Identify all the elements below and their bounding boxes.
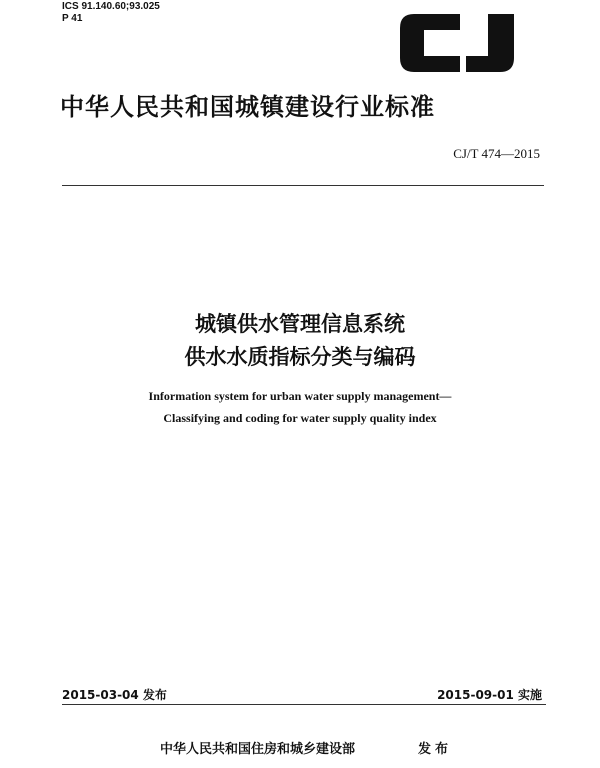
- logo-letter-j: [466, 14, 514, 72]
- standard-number: CJ/T 474—2015: [453, 146, 540, 161]
- footer-divider: [62, 704, 546, 705]
- header-divider: [62, 185, 544, 186]
- logo-letter-c: [400, 14, 460, 72]
- publisher-action: 发布: [418, 742, 453, 757]
- ics-code: ICS 91.140.60;93.025: [62, 1, 160, 12]
- publisher-name: 中华人民共和国住房和城乡建设部: [160, 742, 356, 757]
- issue-date: 2015-03-04 发布: [62, 688, 167, 702]
- title-cn-line2: 供水水质指标分类与编码: [184, 345, 416, 369]
- ccs-code: P 41: [62, 13, 83, 24]
- title-en-line1: Information system for urban water supply management—: [148, 389, 452, 403]
- title-en-line2: Classifying and coding for water supply quality index: [163, 411, 437, 425]
- implementation-date: 2015-09-01 实施: [437, 688, 542, 702]
- cj-logo: [400, 14, 515, 72]
- standard-category: 中华人民共和国城镇建设行业标准: [60, 93, 435, 121]
- classification-codes: [62, 1, 160, 25]
- title-cn-line1: 城镇供水管理信息系统: [195, 312, 405, 336]
